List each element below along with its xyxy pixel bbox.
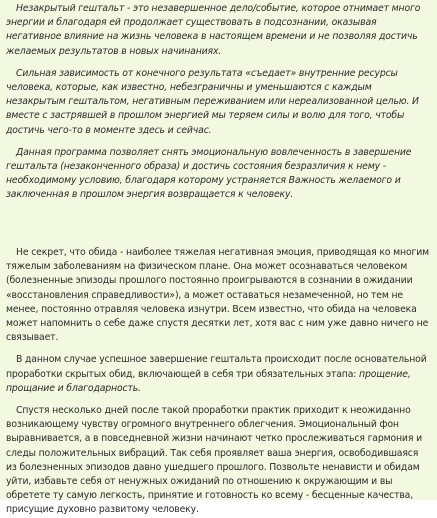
intro-paragraph-2: Сильная зависимость от конечного результата «съедает» внутренние ресурсы человека, которые, как известно, небезграничны и уменьшаются с каждым незакрытым гештальтом, негативным переживанием или нереализованной целью. И вместе с застрявшей в прошлом энергией мы теряем силы и волю для того, чтобы достичь чего-то в моменте здесь и сейчас. [6, 67, 419, 136]
body-paragraph-2 [0, 353, 437, 396]
body-paragraph-1: Не секрет, что обида - наиболее тяжелая негативная эмоция, приводящая ко многим тяжелым заболеваниям на физическом плане. Она может осознаваться человеком (болезненные эпизоды прошлого постоянно проигрываются в сознании в ожидании «восстановления справедливости»), а может оставаться незамеченной, но тем не менее, постоянно отравляя человека изнутри. Всем известно, что обида на человека может напомнить о себе даже спустя десятки лет, хотя вас с ним уже давно ничего не связывает. [6, 247, 429, 344]
spacer [0, 345, 437, 353]
spacer [0, 138, 437, 146]
stages-emphasis: прощение, прощание и благодарность. [6, 368, 411, 394]
body-block [0, 244, 437, 516]
body-paragraph-2-text: В данном случае успешное завершение гештальта происходит после основательной проработки скрытых обид, включающей в себя три обязательных этапа: [6, 354, 427, 380]
intro-paragraph-3: Данная программа позволяет снять эмоциональную вовлеченность в завершение гештальта (незаконченного образа) и достичь состояния безразличия к нему - необходимому условию, благодаря которому устраняется Важность желаемого и заключенная в прошлом энергия возвращается к человеку. [6, 146, 412, 201]
spacer [0, 59, 437, 67]
spacer [0, 396, 437, 404]
intro-block [0, 0, 437, 250]
body-paragraph-3: Спустя несколько дней после такой проработки практик приходит к неожиданно возникающему чувству огромного внутреннего облегчения. Эмоциональный фон выравнивается, а в повседневной жизни начинают четко прослеживаться гармония и следы положительных вибраций. Так себя проявляет ваша энергия, освободившаяся из болезненных эпизодов давно ушедшего прошлого. Позвольте ненависти и обидам уйти, избавьте себя от ненужных ожиданий по отношению к окружающим и вы обретете ту самую легкость, принятие и готовность ко всему - бесценные качества, присущие духовно развитому человеку. [6, 405, 422, 516]
intro-paragraph-1: Незакрытый гештальт - это незавершенное дело/событие, которое отнимает много энергии и благодаря ей продолжает существовать в подсознании, оказывая негативное влияние на жизнь человека в настоящем времени и не позволяя достичь желаемых результатов в новых начинаниях. [6, 3, 421, 57]
